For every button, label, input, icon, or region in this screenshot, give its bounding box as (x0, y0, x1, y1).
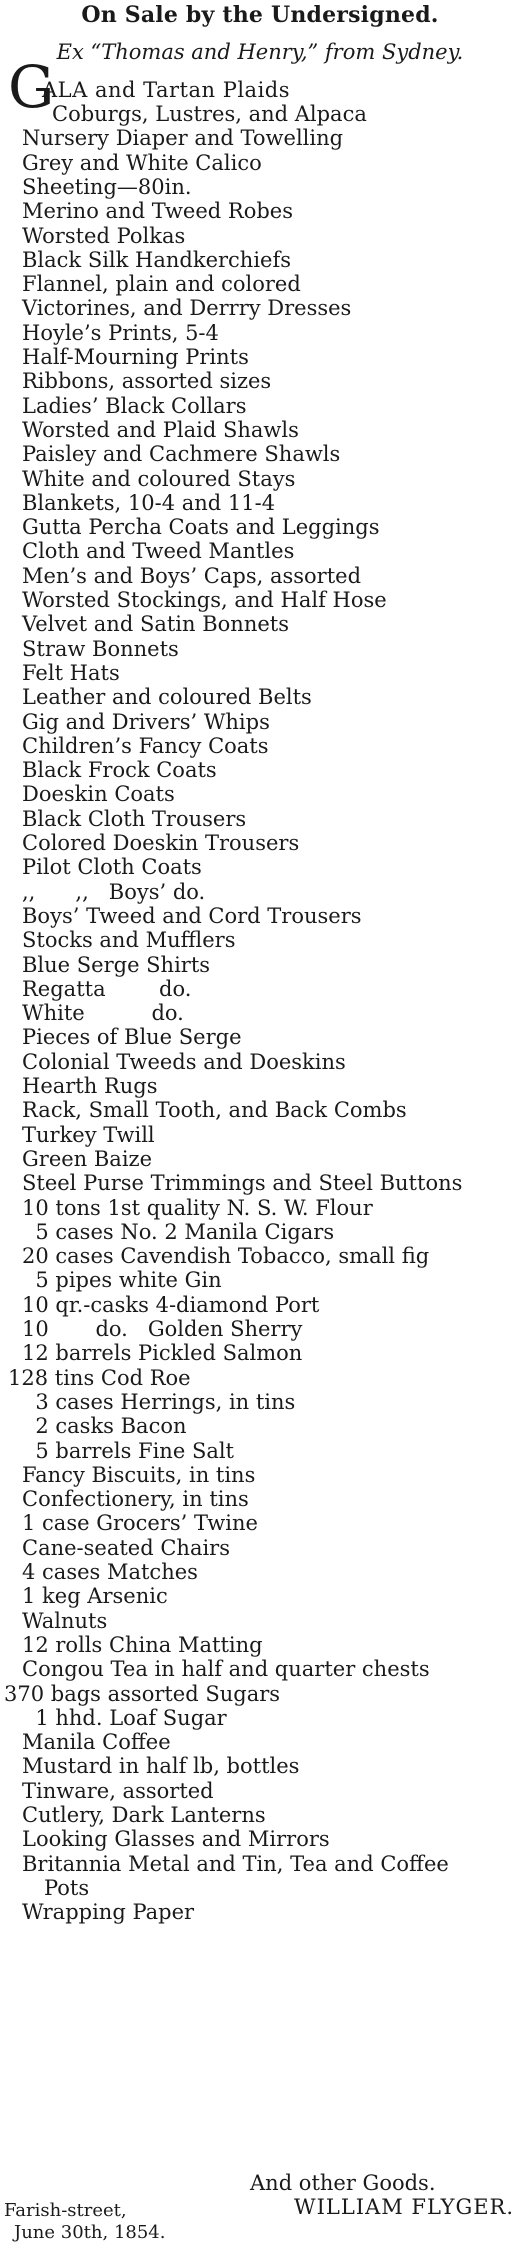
list-item: Tinware, assorted (22, 1779, 214, 1803)
list-item: Turkey Twill (22, 1123, 155, 1147)
list-item: Steel Purse Trimmings and Steel Buttons (22, 1171, 463, 1195)
list-item: Black Cloth Trousers (22, 807, 247, 831)
list-item: Worsted Polkas (22, 224, 186, 248)
list-item: Straw Bonnets (22, 637, 179, 661)
advert-subheading: Ex “Thomas and Henry,” from Sydney. (56, 40, 464, 64)
signature: WILLIAM FLYGER. (294, 2195, 515, 2219)
list-item: White and coloured Stays (22, 467, 296, 491)
list-item: Pieces of Blue Serge (22, 1025, 242, 1049)
list-item: Colored Doeskin Trousers (22, 831, 300, 855)
list-item: 20 cases Cavendish Tobacco, small fig (22, 1244, 430, 1268)
list-item: Ribbons, assorted sizes (22, 369, 272, 393)
list-item: Stocks and Mufflers (22, 928, 236, 952)
list-item: Nursery Diaper and Towelling (22, 126, 344, 150)
list-item: Pots (44, 1876, 90, 1900)
list-item: 10 qr.-casks 4-diamond Port (22, 1293, 320, 1317)
list-item: Black Silk Handkerchiefs (22, 248, 292, 272)
list-item: Cloth and Tweed Mantles (22, 539, 295, 563)
list-item: Sheeting—80in. (22, 175, 192, 199)
list-item: 4 cases Matches (22, 1560, 198, 1584)
list-item: 5 pipes white Gin (22, 1268, 222, 1292)
list-item: Felt Hats (22, 661, 120, 685)
list-item: Gig and Drivers’ Whips (22, 710, 270, 734)
list-item: 5 cases No. 2 Manila Cigars (22, 1220, 335, 1244)
list-item: Worsted and Plaid Shawls (22, 418, 299, 442)
place-line: Farish-street, (4, 2200, 127, 2221)
list-item: Boys’ Tweed and Cord Trousers (22, 904, 362, 928)
list-item: Rack, Small Tooth, and Back Combs (22, 1098, 407, 1122)
list-item: 1 hhd. Loaf Sugar (22, 1706, 227, 1730)
list-item: Wrapping Paper (22, 1900, 195, 1924)
list-item: Cane-seated Chairs (22, 1536, 230, 1560)
list-item: White do. (22, 1001, 184, 1025)
list-item: Cutlery, Dark Lanterns (22, 1803, 266, 1827)
list-item: Victorines, and Derrry Dresses (22, 296, 352, 320)
advert-heading: On Sale by the Undersigned. (81, 2, 439, 28)
list-item: Fancy Biscuits, in tins (22, 1463, 256, 1487)
list-item: 10 do. Golden Sherry (22, 1317, 303, 1341)
list-item: 12 rolls China Matting (22, 1633, 263, 1657)
list-item: Grey and White Calico (22, 151, 262, 175)
list-item: 1 case Grocers’ Twine (22, 1511, 258, 1535)
list-item: Coburgs, Lustres, and Alpaca (52, 102, 367, 126)
list-item: Walnuts (22, 1609, 108, 1633)
list-item: Worsted Stockings, and Half Hose (22, 588, 387, 612)
list-item: Black Frock Coats (22, 758, 217, 782)
list-item: Blue Serge Shirts (22, 953, 211, 977)
list-item: Children’s Fancy Coats (22, 734, 269, 758)
list-item: Britannia Metal and Tin, Tea and Coffee (22, 1852, 449, 1876)
list-item: 2 casks Bacon (22, 1414, 187, 1438)
date-line: June 30th, 1854. (14, 2222, 166, 2243)
list-item: Gutta Percha Coats and Leggings (22, 515, 380, 539)
list-item: Blankets, 10-4 and 11-4 (22, 491, 276, 515)
list-item: Mustard in half lb, bottles (22, 1754, 300, 1778)
list-item: Pilot Cloth Coats (22, 855, 202, 879)
list-item: Men’s and Boys’ Caps, assorted (22, 564, 362, 588)
list-item: Regatta do. (22, 977, 192, 1001)
list-item: Manila Coffee (22, 1730, 171, 1754)
list-item: Colonial Tweeds and Doeskins (22, 1050, 346, 1074)
list-item: Green Baize (22, 1147, 153, 1171)
list-item: Doeskin Coats (22, 782, 175, 806)
list-item: 370 bags assorted Sugars (4, 1682, 281, 1706)
other-goods: And other Goods. (250, 2171, 436, 2195)
first-item: ALA and Tartan Plaids (42, 78, 291, 102)
list-item: Hearth Rugs (22, 1074, 158, 1098)
list-item: Leather and coloured Belts (22, 685, 312, 709)
list-item: Velvet and Satin Bonnets (22, 612, 289, 636)
list-item: Confectionery, in tins (22, 1487, 249, 1511)
list-item: 128 tins Cod Roe (8, 1366, 191, 1390)
list-item: ,, ,, Boys’ do. (22, 880, 206, 904)
list-item: Merino and Tweed Robes (22, 199, 294, 223)
list-item: 5 barrels Fine Salt (22, 1439, 234, 1463)
list-item: Looking Glasses and Mirrors (22, 1827, 330, 1851)
drop-cap: G (8, 53, 55, 121)
list-item: Hoyle’s Prints, 5-4 (22, 321, 219, 345)
list-item: 1 keg Arsenic (22, 1584, 168, 1608)
list-item: 12 barrels Pickled Salmon (22, 1341, 303, 1365)
list-item: Ladies’ Black Collars (22, 394, 247, 418)
list-item: 3 cases Herrings, in tins (22, 1390, 296, 1414)
list-item: Congou Tea in half and quarter chests (22, 1657, 430, 1681)
list-item: Half-Mourning Prints (22, 345, 249, 369)
list-item: Flannel, plain and colored (22, 272, 301, 296)
list-item: 10 tons 1st quality N. S. W. Flour (22, 1196, 373, 1220)
list-item: Paisley and Cachmere Shawls (22, 442, 341, 466)
